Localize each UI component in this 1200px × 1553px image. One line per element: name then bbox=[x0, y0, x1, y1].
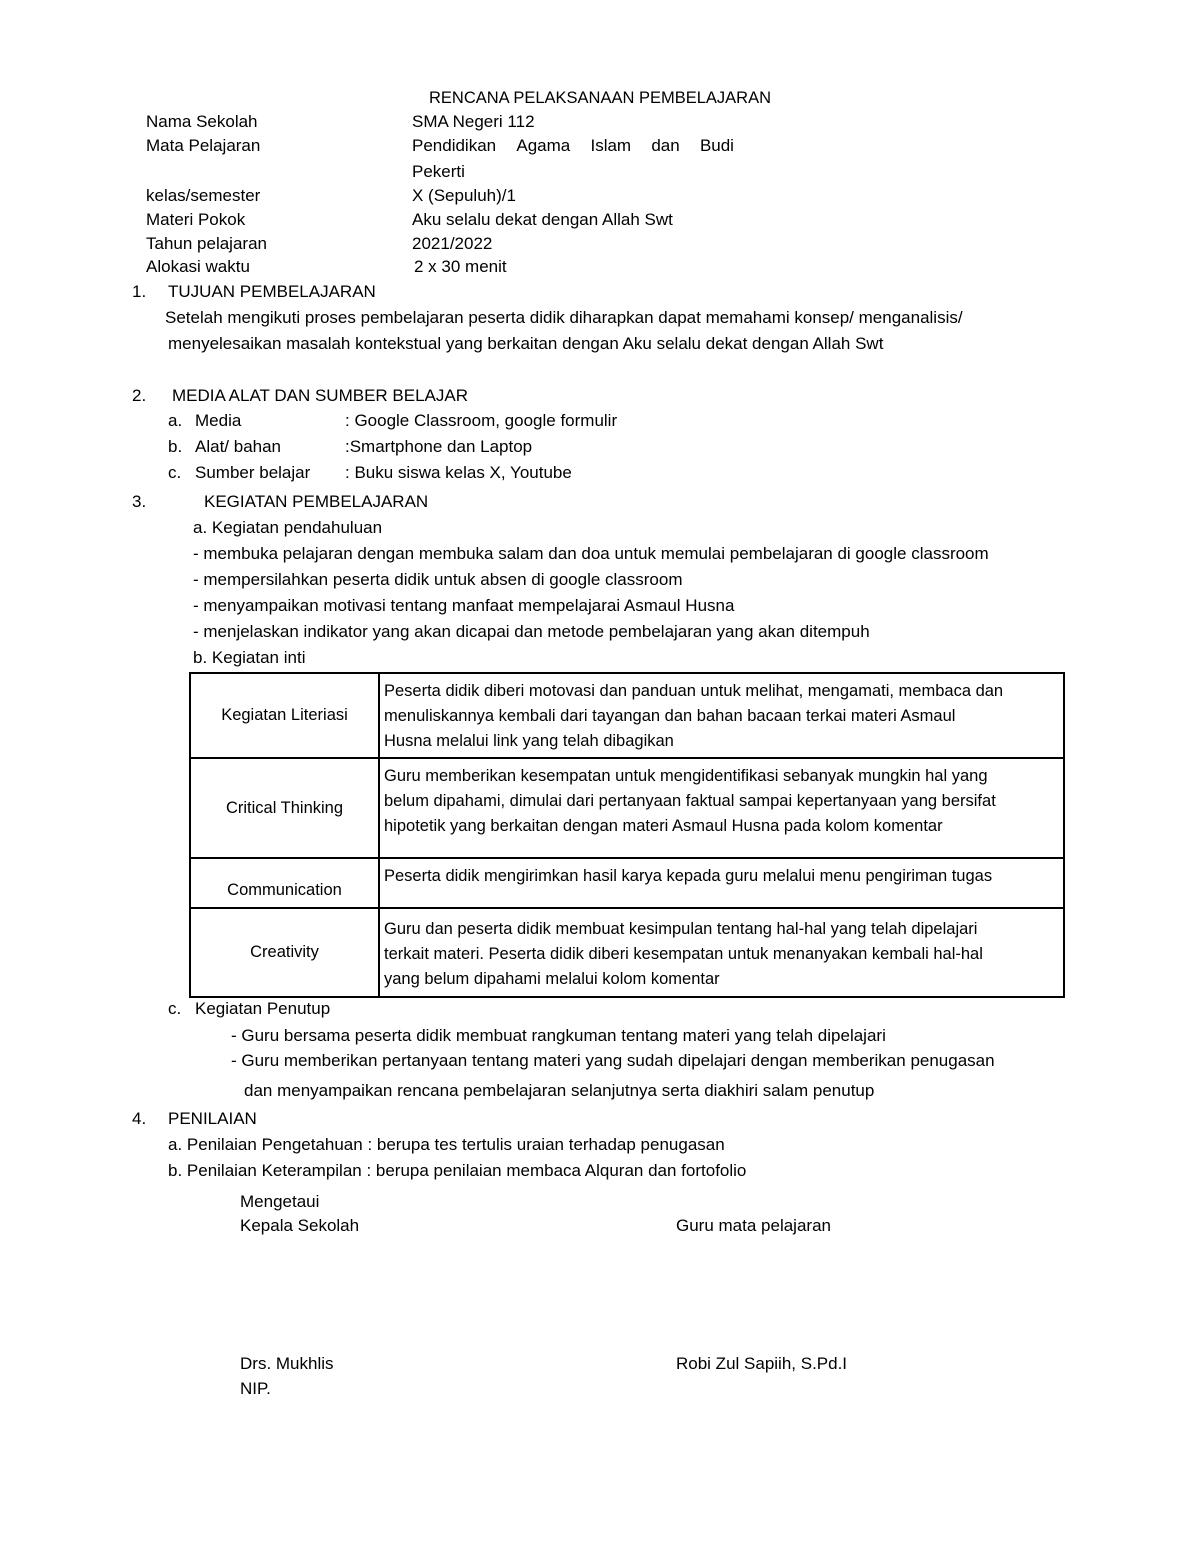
desc-line: Peserta didik mengirimkan hasil karya kepada guru melalui menu pengiriman tugas bbox=[384, 867, 993, 885]
desc-line: Husna melalui link yang telah dibagikan bbox=[384, 732, 674, 750]
kepala-sekolah-label: Kepala Sekolah bbox=[240, 1216, 360, 1235]
pendahuluan-item: - menyampaikan motivasi tentang manfaat mempelajarai Asmaul Husna bbox=[193, 596, 735, 615]
section-4-number: 4. bbox=[132, 1109, 147, 1128]
penutup-item: - Guru bersama peserta didik membuat rangkuman tentang materi yang telah dipelajari bbox=[231, 1026, 886, 1045]
pendahuluan-item: - menjelaskan indikator yang akan dicapai dan metode pembelajaran yang akan ditempuh bbox=[193, 622, 870, 641]
label-nama-sekolah: Nama Sekolah bbox=[146, 112, 258, 131]
mapel-word: Pendidikan bbox=[412, 136, 497, 155]
value-mata-pelajaran bbox=[412, 135, 734, 157]
table-row bbox=[190, 758, 1064, 858]
pendahuluan-item: - membuka pelajaran dengan membuka salam dan doa untuk memulai pembelajaran di google classroom bbox=[193, 544, 989, 563]
desc-line: terkait materi. Peserta didik diberi kesempatan untuk menanyakan kembali hal-hal bbox=[384, 945, 983, 963]
value-mata-pelajaran-line2: Pekerti bbox=[412, 162, 465, 181]
penilaian-pengetahuan: a. Penilaian Pengetahuan : berupa tes tertulis uraian terhadap penugasan bbox=[168, 1135, 725, 1154]
sumber-label: Sumber belajar bbox=[195, 463, 311, 482]
desc-line: yang belum dipahami melalui kolom komentar bbox=[384, 970, 720, 988]
sumber-value: : Buku siswa kelas X, Youtube bbox=[345, 463, 572, 482]
mapel-word: Islam bbox=[590, 136, 632, 155]
penutup-item: dan menyampaikan rencana pembelajaran selanjutnya serta diakhiri salam penutup bbox=[244, 1081, 875, 1100]
table-row bbox=[190, 858, 1064, 908]
mapel-word: dan bbox=[651, 136, 680, 155]
desc-line: hipotetik yang berkaitan dengan materi Asmaul Husna pada kolom komentar bbox=[384, 817, 943, 835]
sumber-letter: c. bbox=[168, 463, 182, 482]
section-4-heading: PENILAIAN bbox=[168, 1109, 257, 1128]
label-mata-pelajaran: Mata Pelajaran bbox=[146, 136, 261, 155]
media-letter: a. bbox=[168, 411, 183, 430]
label-materi-pokok: Materi Pokok bbox=[146, 210, 246, 229]
value-kelas-semester: X (Sepuluh)/1 bbox=[412, 186, 516, 205]
mapel-word: Budi bbox=[699, 136, 734, 155]
desc-line: Guru memberikan kesempatan untuk mengidentifikasi sebanyak mungkin hal yang bbox=[384, 767, 988, 785]
table-row bbox=[190, 908, 1064, 997]
kepala-sekolah-name: Drs. Mukhlis bbox=[240, 1354, 334, 1373]
activity-key-cell: Kegiatan Literiasi bbox=[190, 673, 379, 758]
label-alokasi-waktu: Alokasi waktu bbox=[146, 257, 250, 276]
desc-line: belum dipahami, dimulai dari pertanyaan faktual sampai kepertanyaan yang bersifat bbox=[384, 792, 996, 810]
section-1-text-line1: Setelah mengikuti proses pembelajaran peserta didik diharapkan dapat memahami konsep/ menganalisis/ bbox=[165, 308, 963, 327]
table-row bbox=[190, 673, 1064, 758]
document-title: RENCANA PELAKSANAAN PEMBELAJARAN bbox=[428, 89, 772, 107]
kegiatan-penutup-heading: Kegiatan Penutup bbox=[195, 999, 331, 1018]
activity-key-cell: Communication bbox=[190, 858, 379, 908]
alat-label: Alat/ bahan bbox=[195, 437, 282, 456]
value-materi-pokok: Aku selalu dekat dengan Allah Swt bbox=[412, 210, 673, 229]
desc-line: menuliskannya kembali dari tayangan dan bahan bacaan terkai materi Asmaul bbox=[384, 707, 956, 725]
alat-letter: b. bbox=[168, 437, 183, 456]
guru-mapel-label: Guru mata pelajaran bbox=[676, 1216, 831, 1235]
media-label: Media bbox=[195, 411, 242, 430]
section-1-number: 1. bbox=[132, 282, 147, 301]
section-3-heading: KEGIATAN PEMBELAJARAN bbox=[204, 492, 429, 511]
kegiatan-inti-table bbox=[189, 672, 1065, 998]
section-1-heading: TUJUAN PEMBELAJARAN bbox=[168, 282, 376, 301]
penutup-item: - Guru memberikan pertanyaan tentang materi yang sudah dipelajari dengan memberikan penugasan bbox=[231, 1051, 995, 1070]
activity-desc-cell bbox=[379, 673, 1064, 758]
penilaian-keterampilan: b. Penilaian Keterampilan : berupa penilaian membaca Alquran dan fortofolio bbox=[168, 1161, 747, 1180]
activity-desc-cell bbox=[379, 758, 1064, 858]
label-kelas-semester: kelas/semester bbox=[146, 186, 261, 205]
mapel-word: Agama bbox=[516, 136, 571, 155]
section-1-text-line2: menyelesaikan masalah kontekstual yang berkaitan dengan Aku selalu dekat dengan Allah Swt bbox=[168, 334, 884, 353]
kepala-sekolah-nip: NIP. bbox=[240, 1379, 271, 1398]
value-nama-sekolah: SMA Negeri 112 bbox=[412, 112, 535, 131]
penutup-letter: c. bbox=[168, 999, 182, 1018]
desc-line: Guru dan peserta didik membuat kesimpulan tentang hal-hal yang telah dipelajari bbox=[384, 920, 978, 938]
section-2-number: 2. bbox=[132, 386, 147, 405]
alat-value: :Smartphone dan Laptop bbox=[345, 437, 533, 456]
label-tahun-pelajaran: Tahun pelajaran bbox=[146, 234, 267, 253]
kegiatan-pendahuluan-heading: a. Kegiatan pendahuluan bbox=[193, 518, 383, 537]
guru-mapel-name: Robi Zul Sapiih, S.Pd.I bbox=[676, 1354, 848, 1373]
pendahuluan-item: - mempersilahkan peserta didik untuk absen di google classroom bbox=[193, 570, 683, 589]
mengetahui-label: Mengetaui bbox=[240, 1192, 320, 1211]
kegiatan-inti-heading: b. Kegiatan inti bbox=[193, 648, 306, 667]
section-3-number: 3. bbox=[132, 492, 147, 511]
value-alokasi-waktu: 2 x 30 menit bbox=[414, 257, 507, 276]
activity-desc-cell bbox=[379, 858, 1064, 908]
value-tahun-pelajaran: 2021/2022 bbox=[412, 234, 493, 253]
activity-desc-cell bbox=[379, 908, 1064, 997]
activity-key-cell: Critical Thinking bbox=[190, 758, 379, 858]
activity-key-cell: Creativity bbox=[190, 908, 379, 997]
section-2-heading: MEDIA ALAT DAN SUMBER BELAJAR bbox=[172, 386, 469, 405]
desc-line: Peserta didik diberi motovasi dan panduan untuk melihat, mengamati, membaca dan bbox=[384, 682, 1004, 700]
media-value: : Google Classroom, google formulir bbox=[345, 411, 618, 430]
